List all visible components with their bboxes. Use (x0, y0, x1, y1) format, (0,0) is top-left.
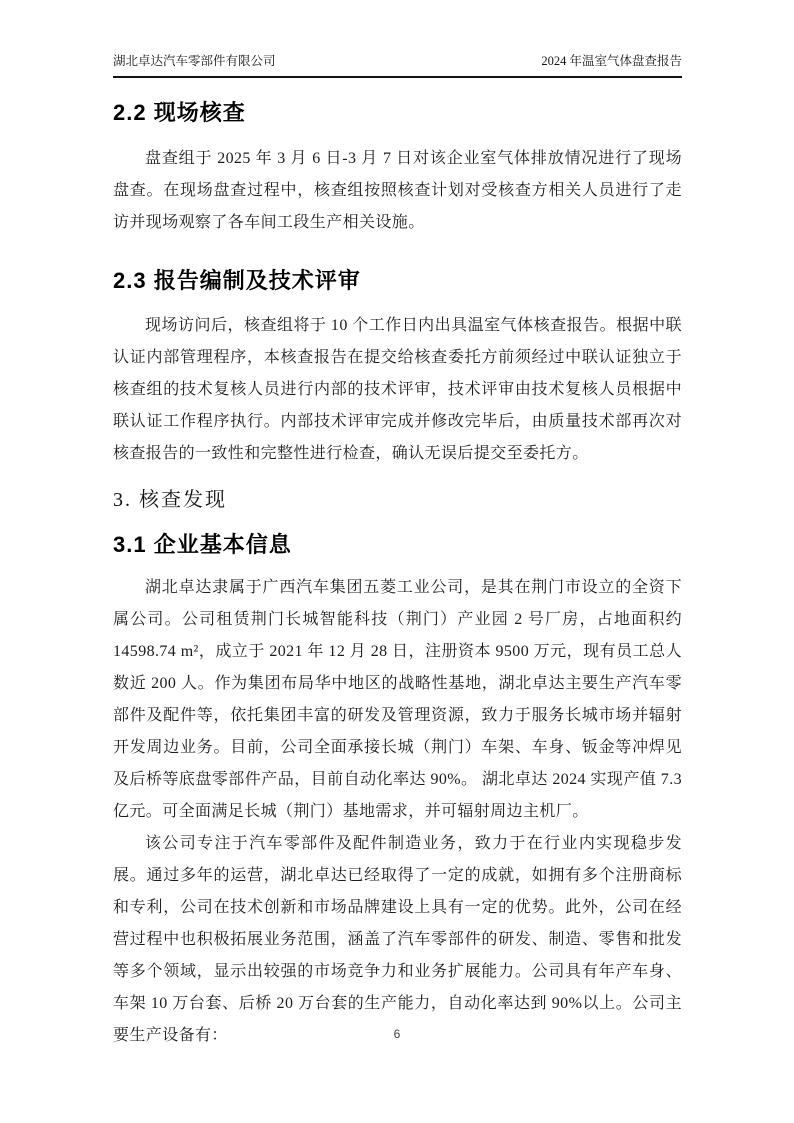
heading-2-2: 2.2 现场核查 (113, 100, 246, 125)
heading-2-3: 2.3 报告编制及技术评审 (113, 268, 361, 293)
page-number: 6 (393, 1027, 401, 1041)
paragraph-3-1-a: 湖北卓达隶属于广西汽车集团五菱工业公司，是其在荆门市设立的全资下属公司。公司租赁荆门长城智能科技（荆门）产业园 2 号厂房，占地面积约 14598.74 m²，成立于 2021 年 12 月 28 日，注册资本 9500 万元，现有员工总人数近 200 人。作为集团布局华中地区的战略性基地，湖北卓达主要生产汽车零部件及配件等，依托集团丰富的研发及管理资源，致力于服务长城市场并辐射开发周边业务。目前，公司全面承接长城（荆门）车架、车身、钣金等冲焊见及后桥等底盘零部件产品，目前自动化率达 90%。 湖北卓达 2024 实现产值 7.3 亿元。可全面满足长城（荆门）基地需求，并可辐射周边主机厂。 (113, 579, 682, 820)
paragraph-2-3: 现场访问后，核查组将于 10 个工作日内出具温室气体核查报告。根据中联认证内部管理程序，本核查报告在提交给核查委托方前须经过中联认证独立于核查组的技术复核人员进行内部的技术评审，技术评审由技术复核人员根据中联认证工作程序执行。内部技术评审完成并修改完毕后，由质量技术部再次对核查报告的一致性和完整性进行检查，确认无误后提交至委托方。 (113, 317, 682, 462)
paragraph-3-1-b: 该公司专注于汽车零部件及配件制造业务，致力于在行业内实现稳步发展。通过多年的运营，湖北卓达已经取得了一定的成就，如拥有多个注册商标和专利，公司在技术创新和市场品牌建设上具有一定的优势。此外，公司在经营过程中也积极拓展业务范围，涵盖了汽车零部件的研发、制造、零售和批发等多个领域，显示出较强的市场竞争力和业务扩展能力。公司具有年产车身、车架 10 万台套、后桥 20 万台套的生产能力，自动化率达到 90%以上。公司主要生产设备有： (113, 835, 682, 1044)
page-footer (0, 1027, 794, 1041)
heading-3-1: 3.1 企业基本信息 (113, 532, 292, 557)
page-header (113, 0, 682, 78)
paragraph-2-2: 盘查组于 2025 年 3 月 6 日-3 月 7 日对该企业室气体排放情况进行了现场盘查。在现场盘查过程中，核查组按照核查计划对受核查方相关人员进行了走访并现场观察了各车间工段生产相关设施。 (113, 150, 682, 231)
header-company-name: 湖北卓达汽车零部件有限公司 (113, 54, 276, 68)
heading-chapter-3: 3. 核查发现 (113, 489, 227, 511)
header-report-title: 2024 年温室气体盘查报告 (541, 54, 682, 68)
